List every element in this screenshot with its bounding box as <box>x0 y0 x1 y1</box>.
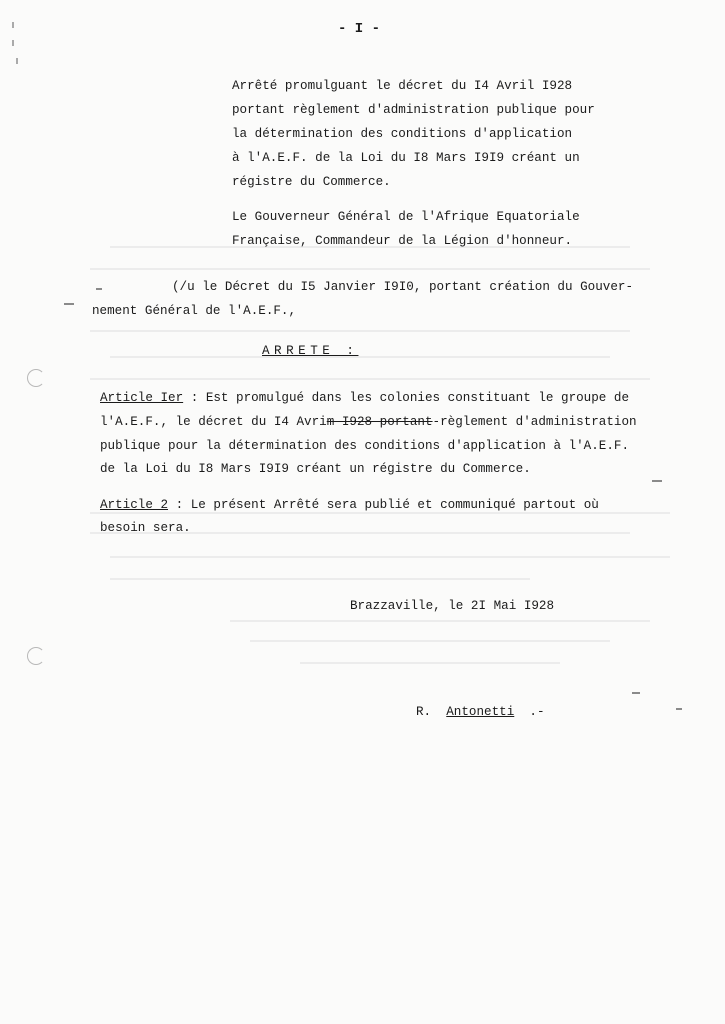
issuer-line: Le Gouverneur Général de l'Afrique Equatoriale <box>232 210 580 224</box>
article-2-text: : Le présent Arrêté sera publié et communiqué partout où <box>168 498 599 512</box>
article-1-label: Article Ier <box>100 391 184 405</box>
signature-initial: R. <box>416 705 432 719</box>
bleed-through <box>110 556 670 558</box>
signature-name: Antonetti <box>446 705 515 719</box>
margin-mark <box>12 22 14 28</box>
signature <box>416 706 545 719</box>
stray-mark <box>652 480 662 482</box>
issuer-line: Française, Commandeur de la Légion d'honneur. <box>232 234 573 248</box>
title-line: régistre du Commerce. <box>232 175 391 189</box>
margin-mark <box>12 40 14 46</box>
article-2-label: Article 2 <box>100 498 169 512</box>
article-1-text: l'A.E.F., le décret du I4 Avri <box>100 415 327 429</box>
title-line: la détermination des conditions d'application <box>232 127 573 141</box>
title-line: à l'A.E.F. de la Loi du I8 Mars I9I9 créant un <box>232 151 580 165</box>
place-date: Brazzaville, le 2I Mai I928 <box>350 599 555 613</box>
article-1-line <box>100 416 637 429</box>
article-2-line <box>100 499 599 512</box>
article-1-line <box>100 392 629 405</box>
title-line: portant règlement d'administration publique pour <box>232 103 595 117</box>
bleed-through <box>110 578 530 580</box>
article-1-struck-text: m I928 portant <box>326 415 433 429</box>
bleed-through <box>300 662 560 664</box>
article-1-text: -règlement d'administration <box>432 415 637 429</box>
stray-mark <box>676 708 682 710</box>
article-1-line: de la Loi du I8 Mars I9I9 créant un régistre du Commerce. <box>100 462 531 476</box>
considerant-line: (/u le Décret du I5 Janvier I9I0, portant création du Gouver- <box>172 280 634 294</box>
margin-mark <box>16 58 18 64</box>
page-number: - I - <box>338 21 381 37</box>
considerant-line: nement Général de l'A.E.F., <box>92 304 297 318</box>
stray-mark <box>64 303 74 305</box>
article-2-line: besoin sera. <box>100 521 191 535</box>
bleed-through <box>90 378 650 380</box>
bleed-through <box>110 356 610 358</box>
bleed-through <box>90 512 670 514</box>
bleed-through <box>90 330 630 332</box>
bleed-through <box>230 620 650 622</box>
article-1-line: publique pour la détermination des conditions d'application à l'A.E.F. <box>100 439 630 453</box>
title-line: Arrêté promulguant le décret du I4 Avril I928 <box>232 79 573 93</box>
stray-mark <box>632 692 640 694</box>
punch-hole <box>27 647 45 665</box>
punch-hole <box>27 369 45 387</box>
bleed-through <box>90 268 650 270</box>
article-1-text: : Est promulgué dans les colonies constituant le groupe de <box>183 391 630 405</box>
signature-trail: .- <box>529 705 545 719</box>
bleed-through <box>250 640 610 642</box>
arrete-heading: ARRETE : <box>262 344 359 358</box>
stray-mark <box>96 288 102 290</box>
